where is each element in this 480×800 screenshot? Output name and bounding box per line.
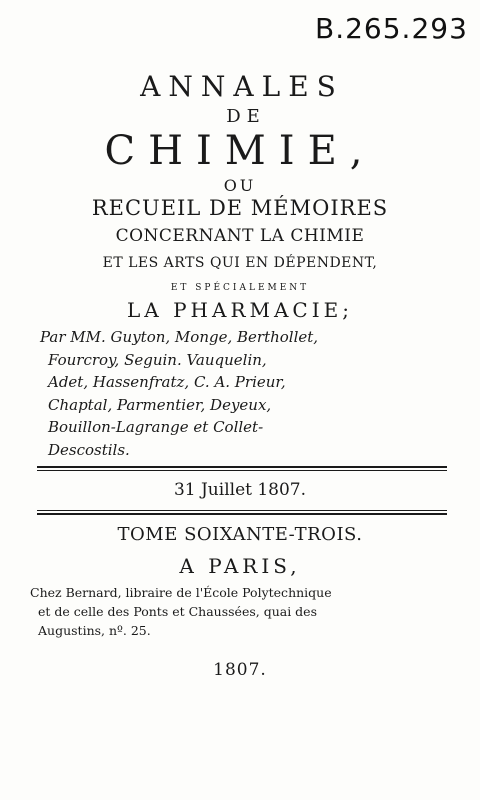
divider-bottom: [37, 513, 447, 515]
title-de: DE: [226, 106, 266, 127]
authors-line: Adet, Hassenfratz, C. A. Prieur,: [48, 373, 286, 391]
publisher-line: Augustins, nº. 25.: [38, 623, 151, 638]
authors-line: Descostils.: [48, 440, 130, 459]
imprint-city: A PARIS,: [179, 554, 301, 578]
divider-bottom-thin: [37, 510, 447, 511]
subtitle-specialement: ET SPÉCIALEMENT: [170, 283, 310, 293]
imprint-year: 1807.: [213, 660, 267, 680]
authors-line: Fourcroy, Seguin. Vauquelin,: [48, 350, 267, 369]
subtitle-pharmacie: LA PHARMACIE;: [127, 298, 353, 322]
subtitle-concernant: CONCERNANT LA CHIMIE: [115, 226, 365, 246]
publisher-line: et de celle des Ponts et Chaussées, quai des: [38, 604, 317, 619]
subtitle-recueil: RECUEIL DE MÉMOIRES: [91, 196, 389, 220]
divider-top-thin: [37, 470, 447, 471]
issue-date: 31 Juillet 1807.: [173, 480, 307, 500]
title-annales: ANNALES: [140, 70, 344, 103]
title-ou: OU: [223, 176, 257, 195]
authors-line: Par MM. Guyton, Monge, Berthollet,: [40, 328, 319, 346]
shelfmark: B.265.293: [315, 12, 468, 45]
authors-block: [40, 326, 450, 461]
authors-line: Chaptal, Parmentier, Deyeux,: [48, 395, 272, 414]
authors-line: Bouillon-Lagrange et Collet-: [48, 418, 264, 436]
publisher-line: Chez Bernard, libraire de l'École Polytechnique: [30, 585, 332, 600]
volume-label: TOME SOIXANTE-TROIS.: [117, 524, 363, 545]
title-chimie: CHIMIE,: [104, 128, 376, 174]
publisher-block: [30, 583, 460, 640]
divider-top: [37, 466, 447, 468]
subtitle-arts: ET LES ARTS QUI EN DÉPENDENT,: [102, 255, 378, 271]
